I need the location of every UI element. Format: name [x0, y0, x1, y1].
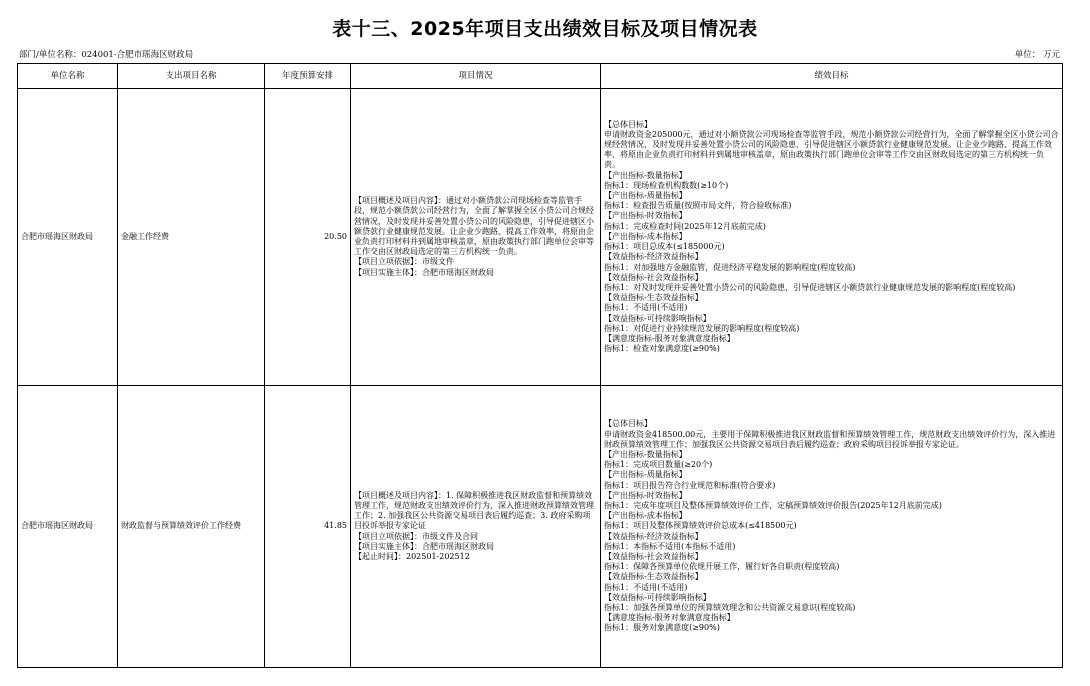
header-project-info: 项目情况 — [351, 64, 601, 89]
performance-table — [17, 63, 1063, 668]
goal-line: 【效益指标-生态效益指标】 — [604, 293, 703, 303]
goal-line: 指标1：完成年度项目及整体预算绩效评价工作，定稿预算绩效评价报告(2025年12月底前完成) — [604, 500, 942, 510]
goal-line: 【效益指标-经济效益指标】 — [604, 531, 703, 541]
info-line: 【项目概述及项目内容】：通过对小额贷款公司现场检查等监管手段，规范小额贷款公司经营行为，全面了解掌握全区小贷公司合规经营情况，及时发现并妥善处置小贷公司的风险隐患，引导促进辖区小额贷款行业健康规范发展。让企业少跑路、提高工作效率，将原由企业负责打印材料并到属地审核盖章，原由政策执行部门跑单位会审等工作交由区财政局选定的第三方机构统一负责。 — [354, 196, 594, 257]
info-line: 【起止时间】：202501-202512 — [354, 552, 470, 561]
goal-line: 【满意度指标-服务对象满意度指标】 — [604, 613, 735, 623]
goal-line: 指标1：项目总成本(≤185000元) — [604, 242, 725, 252]
goal-line: 【满意度指标-服务对象满意度指标】 — [604, 333, 735, 343]
goal-line: 【产出指标-成本指标】 — [604, 511, 687, 521]
goal-line: 【效益指标-生态效益指标】 — [604, 572, 703, 582]
project-info-cell — [351, 386, 601, 668]
performance-goals-cell — [601, 89, 1063, 386]
header-unit-name: 单位名称 — [18, 64, 118, 89]
table-header-row — [18, 64, 1063, 89]
budget-cell: 20.50 — [265, 89, 351, 386]
project-name-cell: 金融工作经费 — [118, 89, 265, 386]
goal-line: 指标1：完成检查时间(2025年12月底前完成) — [604, 221, 766, 231]
unit-label: 单位： 万元 — [1014, 50, 1060, 60]
unit-name-cell: 合肥市瑶海区财政局 — [18, 386, 118, 668]
goal-line: 指标1：不适用(不适用) — [604, 582, 688, 592]
department-label: 部门/单位名称：024001-合肥市瑶海区财政局 — [19, 50, 194, 60]
unit-name-cell: 合肥市瑶海区财政局 — [18, 89, 118, 386]
goal-line: 【总体目标】 — [604, 119, 652, 129]
info-line: 【项目立项依据】：市级文件及合同 — [354, 531, 478, 541]
goal-line: 指标1：不适用(不适用) — [604, 303, 688, 313]
goal-line: 指标1：完成项目数量(≥20个) — [604, 460, 713, 470]
header-performance-goals: 绩效目标 — [601, 64, 1063, 89]
info-line: 【项目实施主体】：合肥市瑶海区财政局 — [354, 267, 494, 277]
performance-goals-cell — [601, 386, 1063, 668]
goal-line: 【产出指标-时效指标】 — [604, 211, 687, 221]
goal-line: 指标1：加强各预算单位的预算绩效理念和公共资源交易意识(程度较高) — [604, 603, 856, 613]
project-info-cell — [351, 89, 601, 386]
header-annual-budget: 年度预算安排 — [265, 64, 351, 89]
page-title: 表十三、2025年项目支出绩效目标及项目情况表 — [332, 18, 758, 40]
goal-line: 【效益指标-可持续影响指标】 — [604, 313, 711, 323]
goal-line: 指标1：保障各预算单位依规开展工作，履行好各自职责(程度较高) — [604, 562, 840, 572]
info-line: 【项目概述及项目内容】：1. 保障积极推进我区财政监督和预算绩效管理工作，规范财政支出绩效评价行为，深入推进财政预算绩效管理工作；2. 加强我区公共资源交易项目表后履约巡查；3. 政府采购项目投诉举报专家论证 — [354, 490, 594, 531]
goal-line: 指标1：本指标不适用(本指标不适用) — [604, 541, 736, 551]
goal-line: 【效益指标-经济效益指标】 — [604, 252, 703, 262]
goal-line: 【产出指标-质量指标】 — [604, 470, 687, 480]
goal-line: 【产出指标-数量指标】 — [604, 449, 687, 459]
goal-line: 申请财政资金205000元，通过对小额贷款公司现场检查等监管手段，规范小额贷款公司经营行为，全面了解掌握全区小贷公司合规经营情况，及时发现并妥善处置小贷公司的风险隐患，引导促进辖区小额贷款行业健康规范发展。让企业少跑路、提高工作效率，将原由企业负责打印材料并到属地审核盖章，原由政策执行部门跑单位会审等工作交由区财政局选定的第三方机构统一负责。 — [604, 129, 1059, 170]
goal-line: 指标1：对加强地方金融监管，促进经济平稳发展的影响程度(程度较高) — [604, 262, 856, 272]
goal-line: 指标1：项目及整体预算绩效评价总成本(≤418500元) — [604, 521, 797, 531]
goal-line: 指标1：服务对象满意度(≥90%) — [604, 623, 720, 633]
goal-line: 【产出指标-成本指标】 — [604, 231, 687, 241]
info-line: 【项目实施主体】：合肥市瑶海区财政局 — [354, 541, 494, 551]
project-name-cell: 财政监督与预算绩效评价工作经费 — [118, 386, 265, 668]
goal-line: 【效益指标-社会效益指标】 — [604, 552, 703, 561]
goal-line: 指标1：检查报告质量(按照市局文件，符合验收标准) — [604, 201, 792, 211]
header-project-name: 支出项目名称 — [118, 64, 265, 89]
budget-cell: 41.85 — [265, 386, 351, 668]
goal-line: 申请财政资金418500.00元，主要用于保障积极推进我区财政监督和预算绩效管理工作，规范财政支出绩效评价行为，深入推进财政预算绩效管理工作；加强我区公共资源交易项目表后履约巡查；政府采购项目投诉举报专家论证。 — [604, 429, 1056, 449]
goal-line: 指标1：对及时发现并妥善处置小贷公司的风险隐患，引导促进辖区小额贷款行业健康规范发展的影响程度(程度较高) — [604, 282, 1016, 292]
goal-line: 【产出指标-数量指标】 — [604, 170, 687, 180]
info-line: 【项目立项依据】：市级文件 — [354, 257, 454, 267]
goal-line: 指标1：项目报告符合行业规范和标准(符合要求) — [604, 480, 776, 490]
goal-line: 【效益指标-社会效益指标】 — [604, 272, 703, 282]
goal-line: 指标1：检查对象满意度(≥90%) — [604, 344, 720, 354]
goal-line: 【产出指标-时效指标】 — [604, 490, 687, 500]
goal-line: 指标1：现场检查机构数数(≥10个) — [604, 180, 729, 190]
goal-line: 指标1：对促进行业持续规范发展的影响程度(程度较高) — [604, 323, 800, 333]
goal-line: 【产出指标-质量指标】 — [604, 191, 687, 201]
goal-line: 【效益指标-可持续影响指标】 — [604, 592, 711, 602]
table-row — [18, 386, 1063, 668]
goal-line: 【总体目标】 — [604, 419, 652, 429]
table-row — [18, 89, 1063, 386]
